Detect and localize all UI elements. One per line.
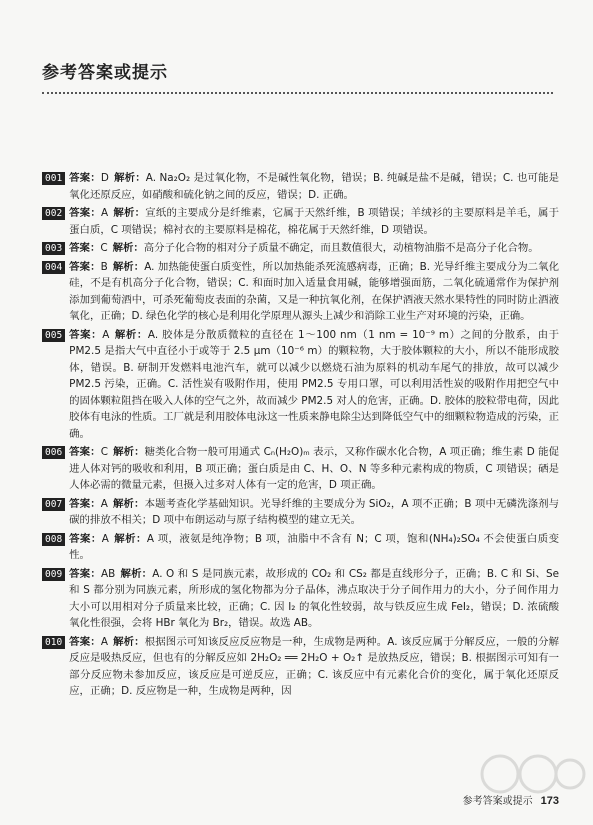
answer-label: 答案： — [69, 172, 101, 184]
answer-body — [69, 531, 559, 564]
watermark-logo — [478, 752, 588, 796]
analysis-text: 本题考查化学基础知识。光导纤维的主要成分为 SiO₂，A 项不正确；B 项中无磷洗涤剂与碳的排放不相关；D 项中布朗运动与原子结构模型的建立无关。 — [69, 497, 560, 526]
question-number-badge: 010 — [42, 636, 65, 649]
answer-label: 答案： — [69, 207, 102, 219]
header-divider — [42, 92, 553, 94]
answer-body — [69, 327, 559, 443]
answer-label: 答案： — [69, 635, 101, 648]
answer-item — [42, 496, 559, 529]
answer-value: B — [100, 260, 108, 273]
answer-item — [42, 566, 559, 632]
answer-body — [69, 634, 559, 700]
analysis-text: A. O 和 S 是同族元素，故形成的 CO₂ 和 CS₂ 都是直线形分子，正确；B. C 和 Si、Se 和 S 都分别为同族元素，所形成的氢化物都为分子晶体，沸点取决于分子间作用力的大小，分子间作用力大小可以用相对分子质量来比较，正确；C. 因 I₂ 的氧化性较弱，故与铁反应生成 FeI₂，错误；D. 浓硫酸氧化性很强，会将 HBr 氧化为 Br₂，错误。故选 AB。 — [69, 567, 560, 629]
analysis-text: A. 加热能使蛋白质变性，所以加热能杀死流感病毒，正确；B. 光导纤维主要成分为二氧化硅，不是有机高分子化合物，错误；C. 和面时加入适量食用碱，能够增强面筋，二氧化硫通常作为保护剂添加到葡萄酒中，可杀死葡萄皮表面的杂菌，又是一种抗氧化剂，在保护酒液天然水果特性的同时防止酒液氧化，正确；D. 绿色化学的核心是利用化学原理从源头上减少和消除工业生产对环境的污染，正确。 — [69, 260, 560, 322]
answer-label: 答案： — [69, 260, 101, 273]
answer-value: AB — [101, 567, 116, 580]
answer-item — [42, 531, 559, 564]
analysis-text: 宣纸的主要成分是纤维素，它属于天然纤维，B 项错误；羊绒衫的主要原料是羊毛，属于蛋白质，C 项错误；棉衬衣的主要原料是棉花，棉花属于天然纤维，D 项错误。 — [69, 207, 560, 236]
question-number-badge: 009 — [42, 568, 65, 581]
answer-value: A — [101, 532, 109, 545]
answer-list — [42, 170, 559, 702]
question-number-badge: 003 — [42, 242, 65, 255]
answer-value: A — [100, 635, 108, 648]
answer-value: C — [100, 242, 108, 254]
question-number-badge: 004 — [42, 261, 65, 274]
page-number: 173 — [540, 795, 559, 807]
answer-item — [42, 327, 559, 443]
answer-label: 答案： — [69, 242, 101, 254]
answer-item — [42, 259, 559, 325]
answer-label: 答案： — [69, 532, 102, 545]
answer-value: A — [101, 207, 109, 219]
answer-body — [69, 259, 559, 325]
question-number-badge: 005 — [42, 329, 65, 342]
analysis-label: 解析： — [112, 635, 145, 648]
answer-label: 答案： — [69, 567, 101, 580]
analysis-text: 根据图示可知该反应反应物是一种，生成物是两种。A. 该反应属于分解反应，一般的分解反应是吸热反应，但也有的分解反应如 2H₂O₂ ══ 2H₂O + O₂↑ 是放热反应，错误；B. 根据图示可知有一部分反应物未参加反应，该反应是可逆反应，正确；C. 该反应中有元素化合价的变化，属于氧化还原反应，正确；D. 反应物是一种，生成物是两种，因 — [69, 635, 560, 697]
answer-body — [69, 205, 559, 238]
answer-value: A — [102, 328, 110, 341]
analysis-label: 解析： — [113, 207, 146, 219]
answer-value: C — [100, 446, 108, 458]
analysis-label: 解析： — [112, 446, 145, 458]
answer-value: D — [100, 172, 109, 184]
answer-body — [69, 444, 559, 494]
answer-label: 答案： — [69, 497, 101, 510]
answer-label: 答案： — [69, 328, 103, 341]
answer-body — [69, 566, 559, 632]
answer-item — [42, 240, 559, 257]
analysis-text: A. 胶体是分散质微粒的直径在 1～100 nm（1 nm = 10⁻⁹ m）之间的分散系，由于 PM2.5 是指大气中直径小于或等于 2.5 μm（10⁻⁶ m）的颗粒物，大于胶体颗粒的大小，所以不能形成胶体，错误。B. 研制开发燃料电池汽车，就可以减少以燃烧石油为原料的机动车尾气的排放，故可以减少 PM2.5 污染，正确。C. 活性炭有吸附作用，使用 PM2.5 专用口罩，可以利用活性炭的吸附作用把空气中的固体颗粒阻挡在吸入人体的空气之外，故而减少 PM2.5 对人的危害，正确。D. 胶体的胶粒带电荷，因此胶体有电泳的性质。工厂就是利用胶体电泳这一性质来静电除尘达到降低空气中的细颗粒物造成的污染，正确。 — [69, 328, 560, 440]
answer-label: 答案： — [69, 446, 101, 458]
analysis-label: 解析： — [113, 172, 146, 184]
answer-body — [69, 170, 559, 203]
question-number-badge: 002 — [42, 207, 65, 220]
analysis-label: 解析： — [120, 567, 153, 580]
answer-item — [42, 205, 559, 238]
answer-item — [42, 170, 559, 203]
analysis-text: A. Na₂O₂ 是过氧化物，不是碱性氧化物，错误；B. 纯碱是盐不是碱，错误；C. 也可能是氧化还原反应，如硝酸和硫化钠之间的反应，错误；D. 正确。 — [69, 172, 560, 201]
question-number-badge: 007 — [42, 498, 65, 511]
answer-item — [42, 444, 559, 494]
answer-item — [42, 634, 559, 700]
analysis-text: 糖类化合物一般可用通式 Cₙ(H₂O)ₘ 表示，又称作碳水化合物，A 项正确；维生素 D 能促进人体对钙的吸收和利用，B 项正确；蛋白质是由 C、H、O、N 等多种元素构成的物质，C 项错误；硒是人体必需的微量元素，但摄入过多对人体有一定的危害，D 项正确。 — [69, 446, 560, 491]
question-number-badge: 006 — [42, 446, 65, 459]
answer-body — [69, 240, 559, 257]
analysis-label: 解析： — [112, 260, 145, 273]
analysis-label: 解析： — [114, 328, 148, 341]
page-title: 参考答案或提示 — [42, 63, 168, 83]
analysis-label: 解析： — [113, 532, 147, 545]
question-number-badge: 001 — [42, 172, 65, 185]
analysis-label: 解析： — [112, 497, 145, 510]
page-footer — [0, 792, 559, 807]
analysis-text: A 项，液氨是纯净物；B 项，油脂中不含有 N；C 项，饱和(NH₄)₂SO₄ 不会使蛋白质变性。 — [69, 532, 560, 561]
question-number-badge: 008 — [42, 533, 65, 546]
analysis-label: 解析： — [112, 242, 144, 254]
answer-value: A — [100, 497, 108, 510]
footer-section-label: 参考答案或提示 — [462, 796, 533, 807]
answer-body — [69, 496, 559, 529]
analysis-text: 高分子化合物的相对分子质量不确定，而且数值很大，动植物油脂不是高分子化合物。 — [143, 242, 539, 254]
